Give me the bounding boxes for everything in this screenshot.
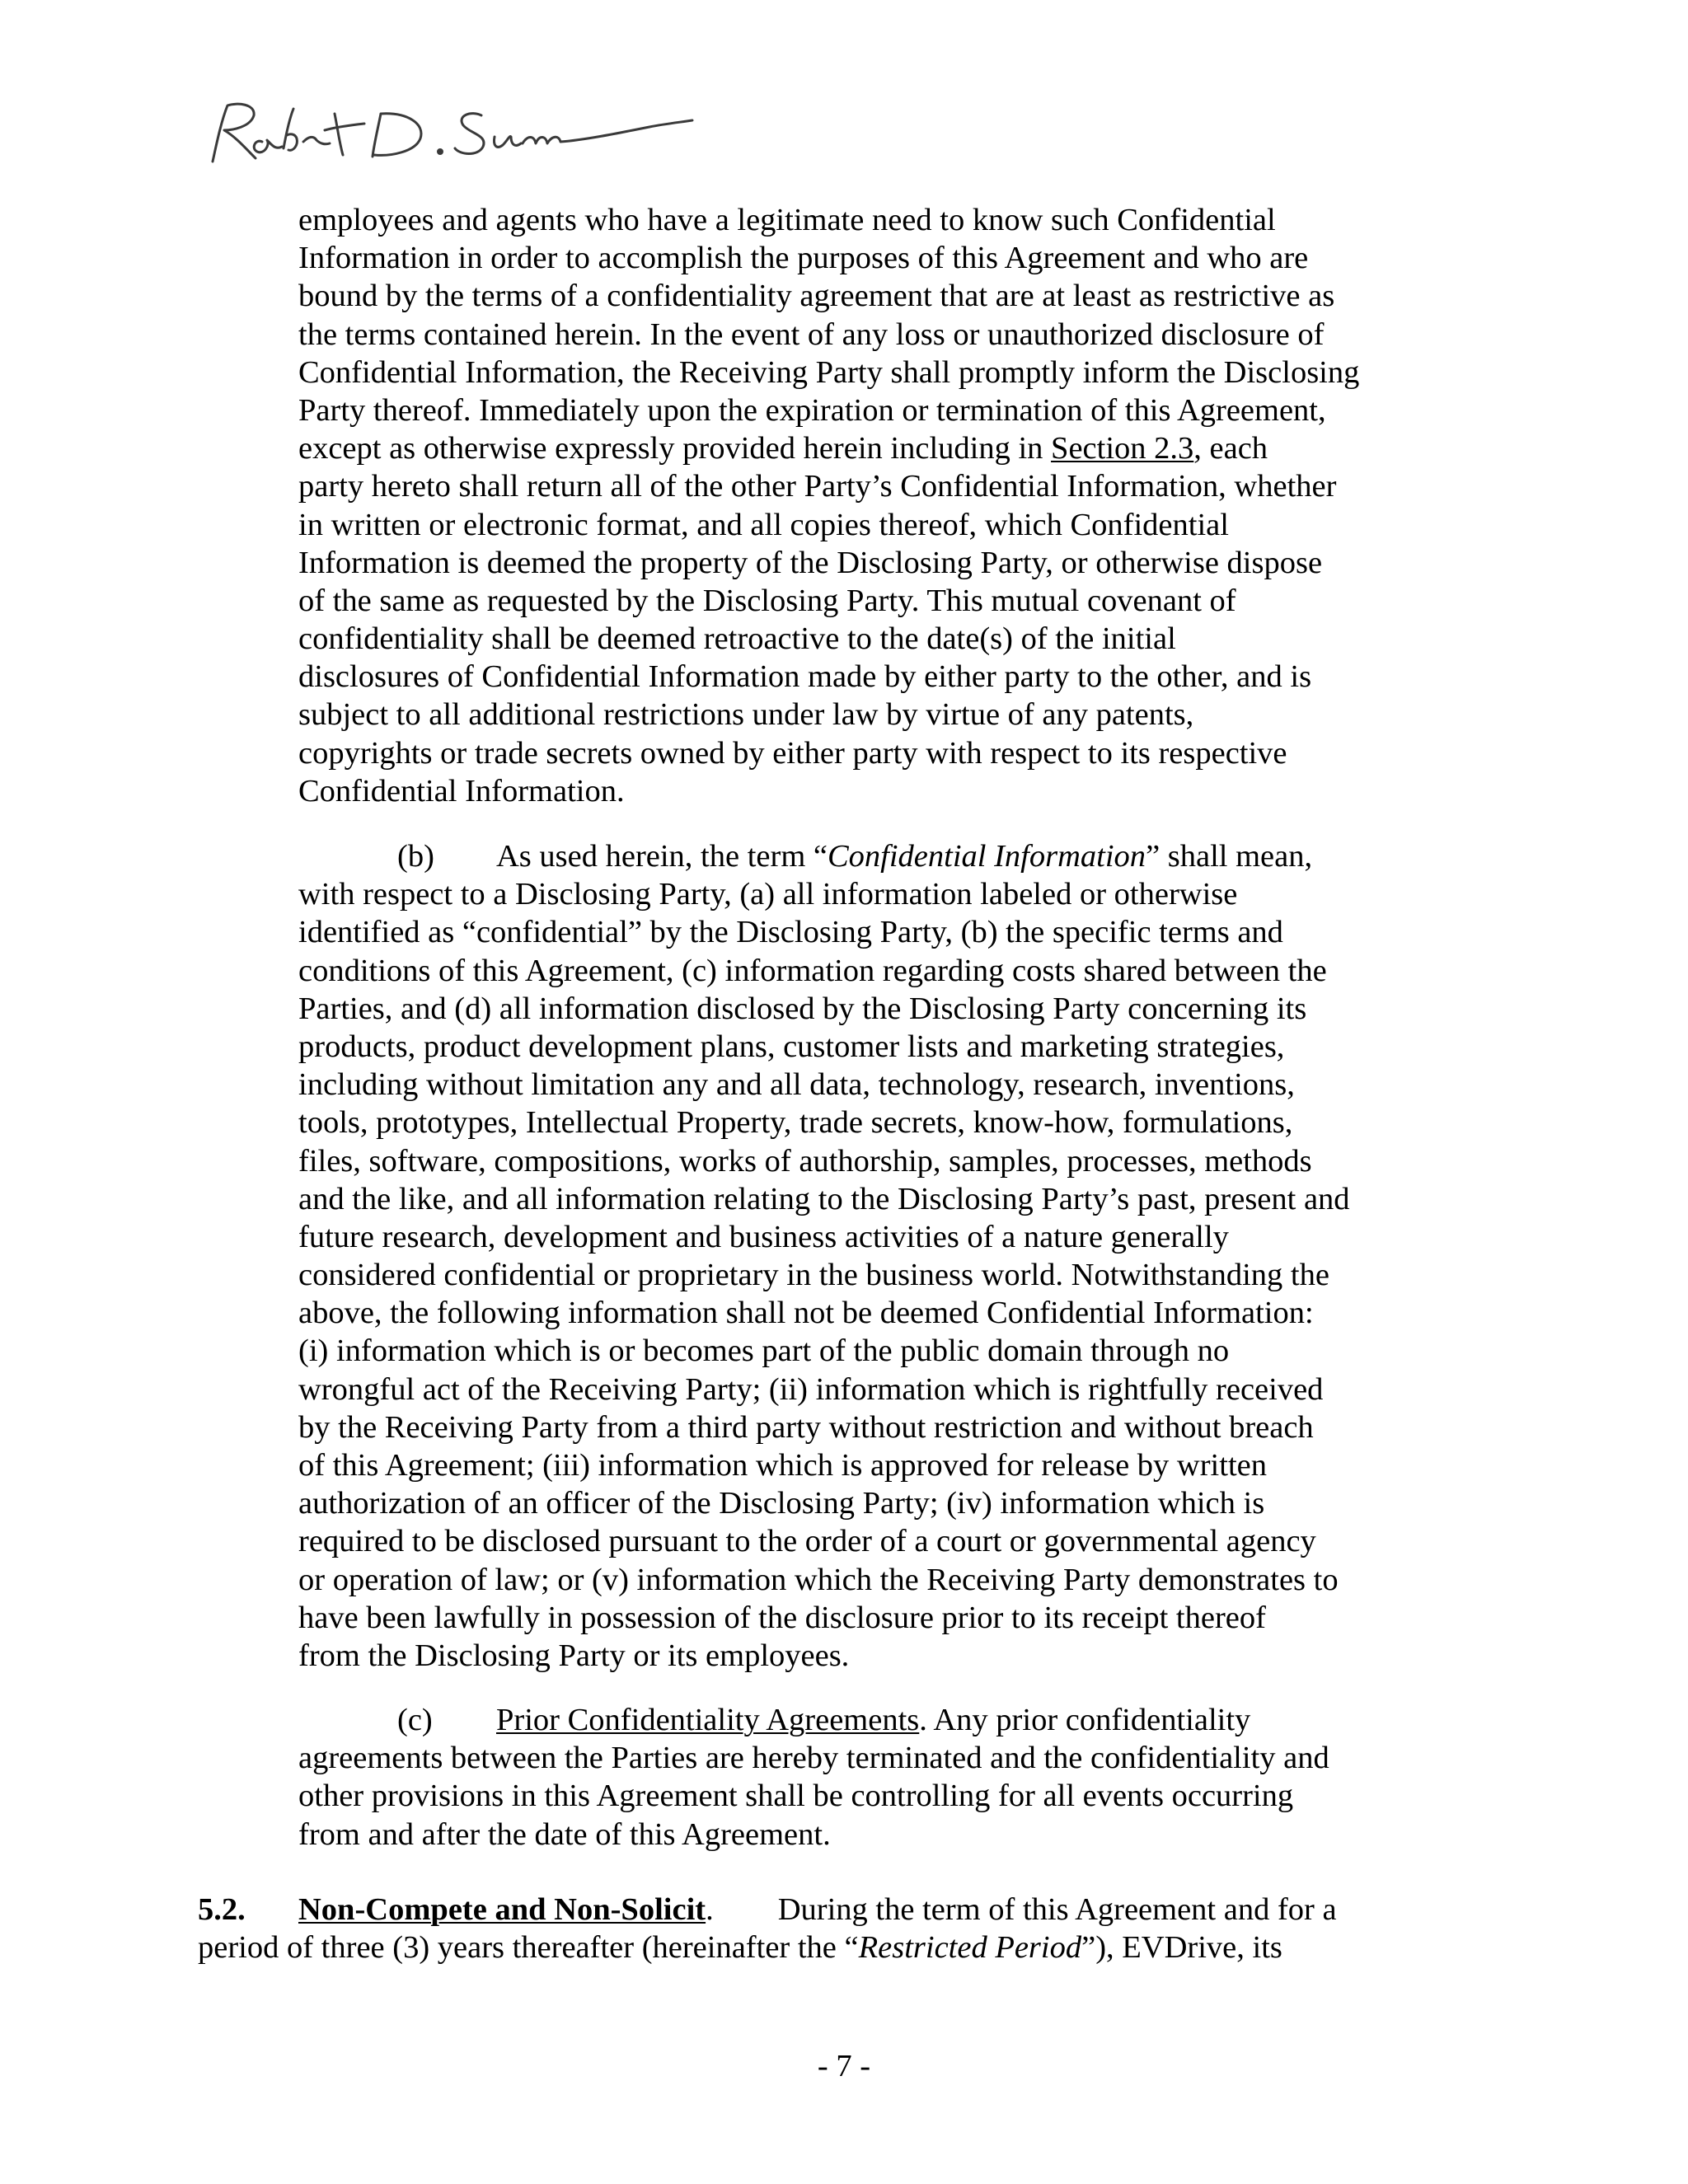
text-line: Party thereof. Immediately upon the expiration or termination of this Agreement, <box>298 392 1326 428</box>
text-line: or operation of law; or (v) information which the Receiving Party demonstrates to <box>298 1562 1339 1597</box>
text-line: confidentiality shall be deemed retroactive to the date(s) of the initial <box>298 621 1176 657</box>
paragraph-heading: Prior Confidentiality Agreements <box>496 1703 920 1737</box>
text-line: of this Agreement; (iii) information which is approved for release by written <box>298 1448 1267 1483</box>
paragraph-continuation <box>298 201 1419 810</box>
defined-term: Restricted Period <box>858 1930 1082 1966</box>
paragraph-c <box>298 1701 1419 1854</box>
text-line: of the same as requested by the Disclosing Party. This mutual covenant of <box>298 583 1236 618</box>
text-line: have been lawfully in possession of the disclosure prior to its receipt thereof <box>298 1600 1266 1635</box>
text-line: authorization of an officer of the Disclosing Party; (iv) information which is <box>298 1486 1265 1521</box>
text-line: files, software, compositions, works of authorship, samples, processes, methods <box>298 1143 1312 1179</box>
text-line: Confidential Information. <box>298 773 625 808</box>
text-line: agreements between the Parties are hereby terminated and the confidentiality and <box>298 1741 1329 1776</box>
signature-image <box>204 97 699 171</box>
defined-term: Confidential Information <box>827 839 1146 874</box>
text-line: bound by the terms of a confidentiality agreement that are at least as restrictive as <box>298 279 1335 314</box>
text-line: employees and agents who have a legitimate need to know such Confidential <box>298 203 1276 237</box>
text-line: tools, prototypes, Intellectual Property, trade secrets, know-how, formulations, <box>298 1105 1293 1141</box>
text-line: with respect to a Disclosing Party, (a) all information labeled or otherwise <box>298 877 1238 912</box>
text-line: disclosures of Confidential Information made by either party to the other, and is <box>298 659 1312 695</box>
text-line: the terms contained herein. In the event of any loss or unauthorized disclosure of <box>298 316 1325 352</box>
text-line: from the Disclosing Party or its employees. <box>298 1638 850 1673</box>
text-line: above, the following information shall not be deemed Confidential Information: <box>298 1296 1314 1331</box>
text-line: period of three (3) years thereafter (hereinafter the “Restricted Period”), EVDrive, its <box>198 1930 1282 1966</box>
text-line: except as otherwise expressly provided herein including in Section 2.3, each <box>298 431 1268 466</box>
section-heading: Non-Compete and Non-Solicit <box>298 1892 706 1927</box>
page-number: - 7 - <box>817 2049 871 2083</box>
text-line: (i) information which is or becomes part of the public domain through no <box>298 1333 1230 1369</box>
text-line: party hereto shall return all of the other Party’s Confidential Information, whether <box>298 469 1337 504</box>
paragraph-b <box>298 837 1419 1675</box>
text-line: future research, development and business activities of a nature generally <box>298 1219 1229 1254</box>
text-line: and the like, and all information relating to the Disclosing Party’s past, present and <box>298 1181 1350 1216</box>
section-number: 5.2. <box>198 1892 246 1927</box>
text-line: other provisions in this Agreement shall be controlling for all events occurring <box>298 1779 1294 1814</box>
paragraph-label: (b) <box>397 839 434 874</box>
text-line: copyrights or trade secrets owned by either party with respect to its respective <box>298 735 1287 771</box>
section-5-2 <box>198 1891 1434 1966</box>
text-line: subject to all additional restrictions under law by virtue of any patents, <box>298 697 1194 733</box>
text-line: considered confidential or proprietary in the business world. Notwithstanding the <box>298 1258 1329 1293</box>
text-line: (c) Prior Confidentiality Agreements. Any prior confidentiality <box>298 1701 1419 1739</box>
text-line: Parties, and (d) all information disclosed by the Disclosing Party concerning its <box>298 991 1307 1026</box>
text-line: including without limitation any and all data, technology, research, inventions, <box>298 1067 1295 1103</box>
section-2-3-reference: Section 2.3 <box>1051 431 1194 466</box>
text-line: Information is deemed the property of the Disclosing Party, or otherwise dispose <box>298 545 1323 580</box>
text-line: identified as “confidential” by the Disclosing Party, (b) the specific terms and <box>298 915 1283 950</box>
text-line: conditions of this Agreement, (c) information regarding costs shared between the <box>298 953 1327 988</box>
text-line: products, product development plans, customer lists and marketing strategies, <box>298 1029 1285 1064</box>
text-line: Confidential Information, the Receiving Party shall promptly inform the Disclosing <box>298 354 1360 390</box>
text-line: required to be disclosed pursuant to the order of a court or governmental agency <box>298 1524 1316 1559</box>
text-line: 5.2. Non-Compete and Non-Solicit. During the term of this Agreement and for a <box>198 1891 1434 1929</box>
text-line: Information in order to accomplish the purposes of this Agreement and who are <box>298 241 1309 276</box>
paragraph-label: (c) <box>397 1703 433 1737</box>
text-line: (b) As used herein, the term “Confidential Information” shall mean, <box>298 837 1419 875</box>
text-line: in written or electronic format, and all copies thereof, which Confidential <box>298 507 1229 542</box>
text-line: from and after the date of this Agreement. <box>298 1816 831 1852</box>
text-line: wrongful act of the Receiving Party; (ii) information which is rightfully received <box>298 1371 1324 1407</box>
text-line: by the Receiving Party from a third party without restriction and without breach <box>298 1409 1314 1445</box>
